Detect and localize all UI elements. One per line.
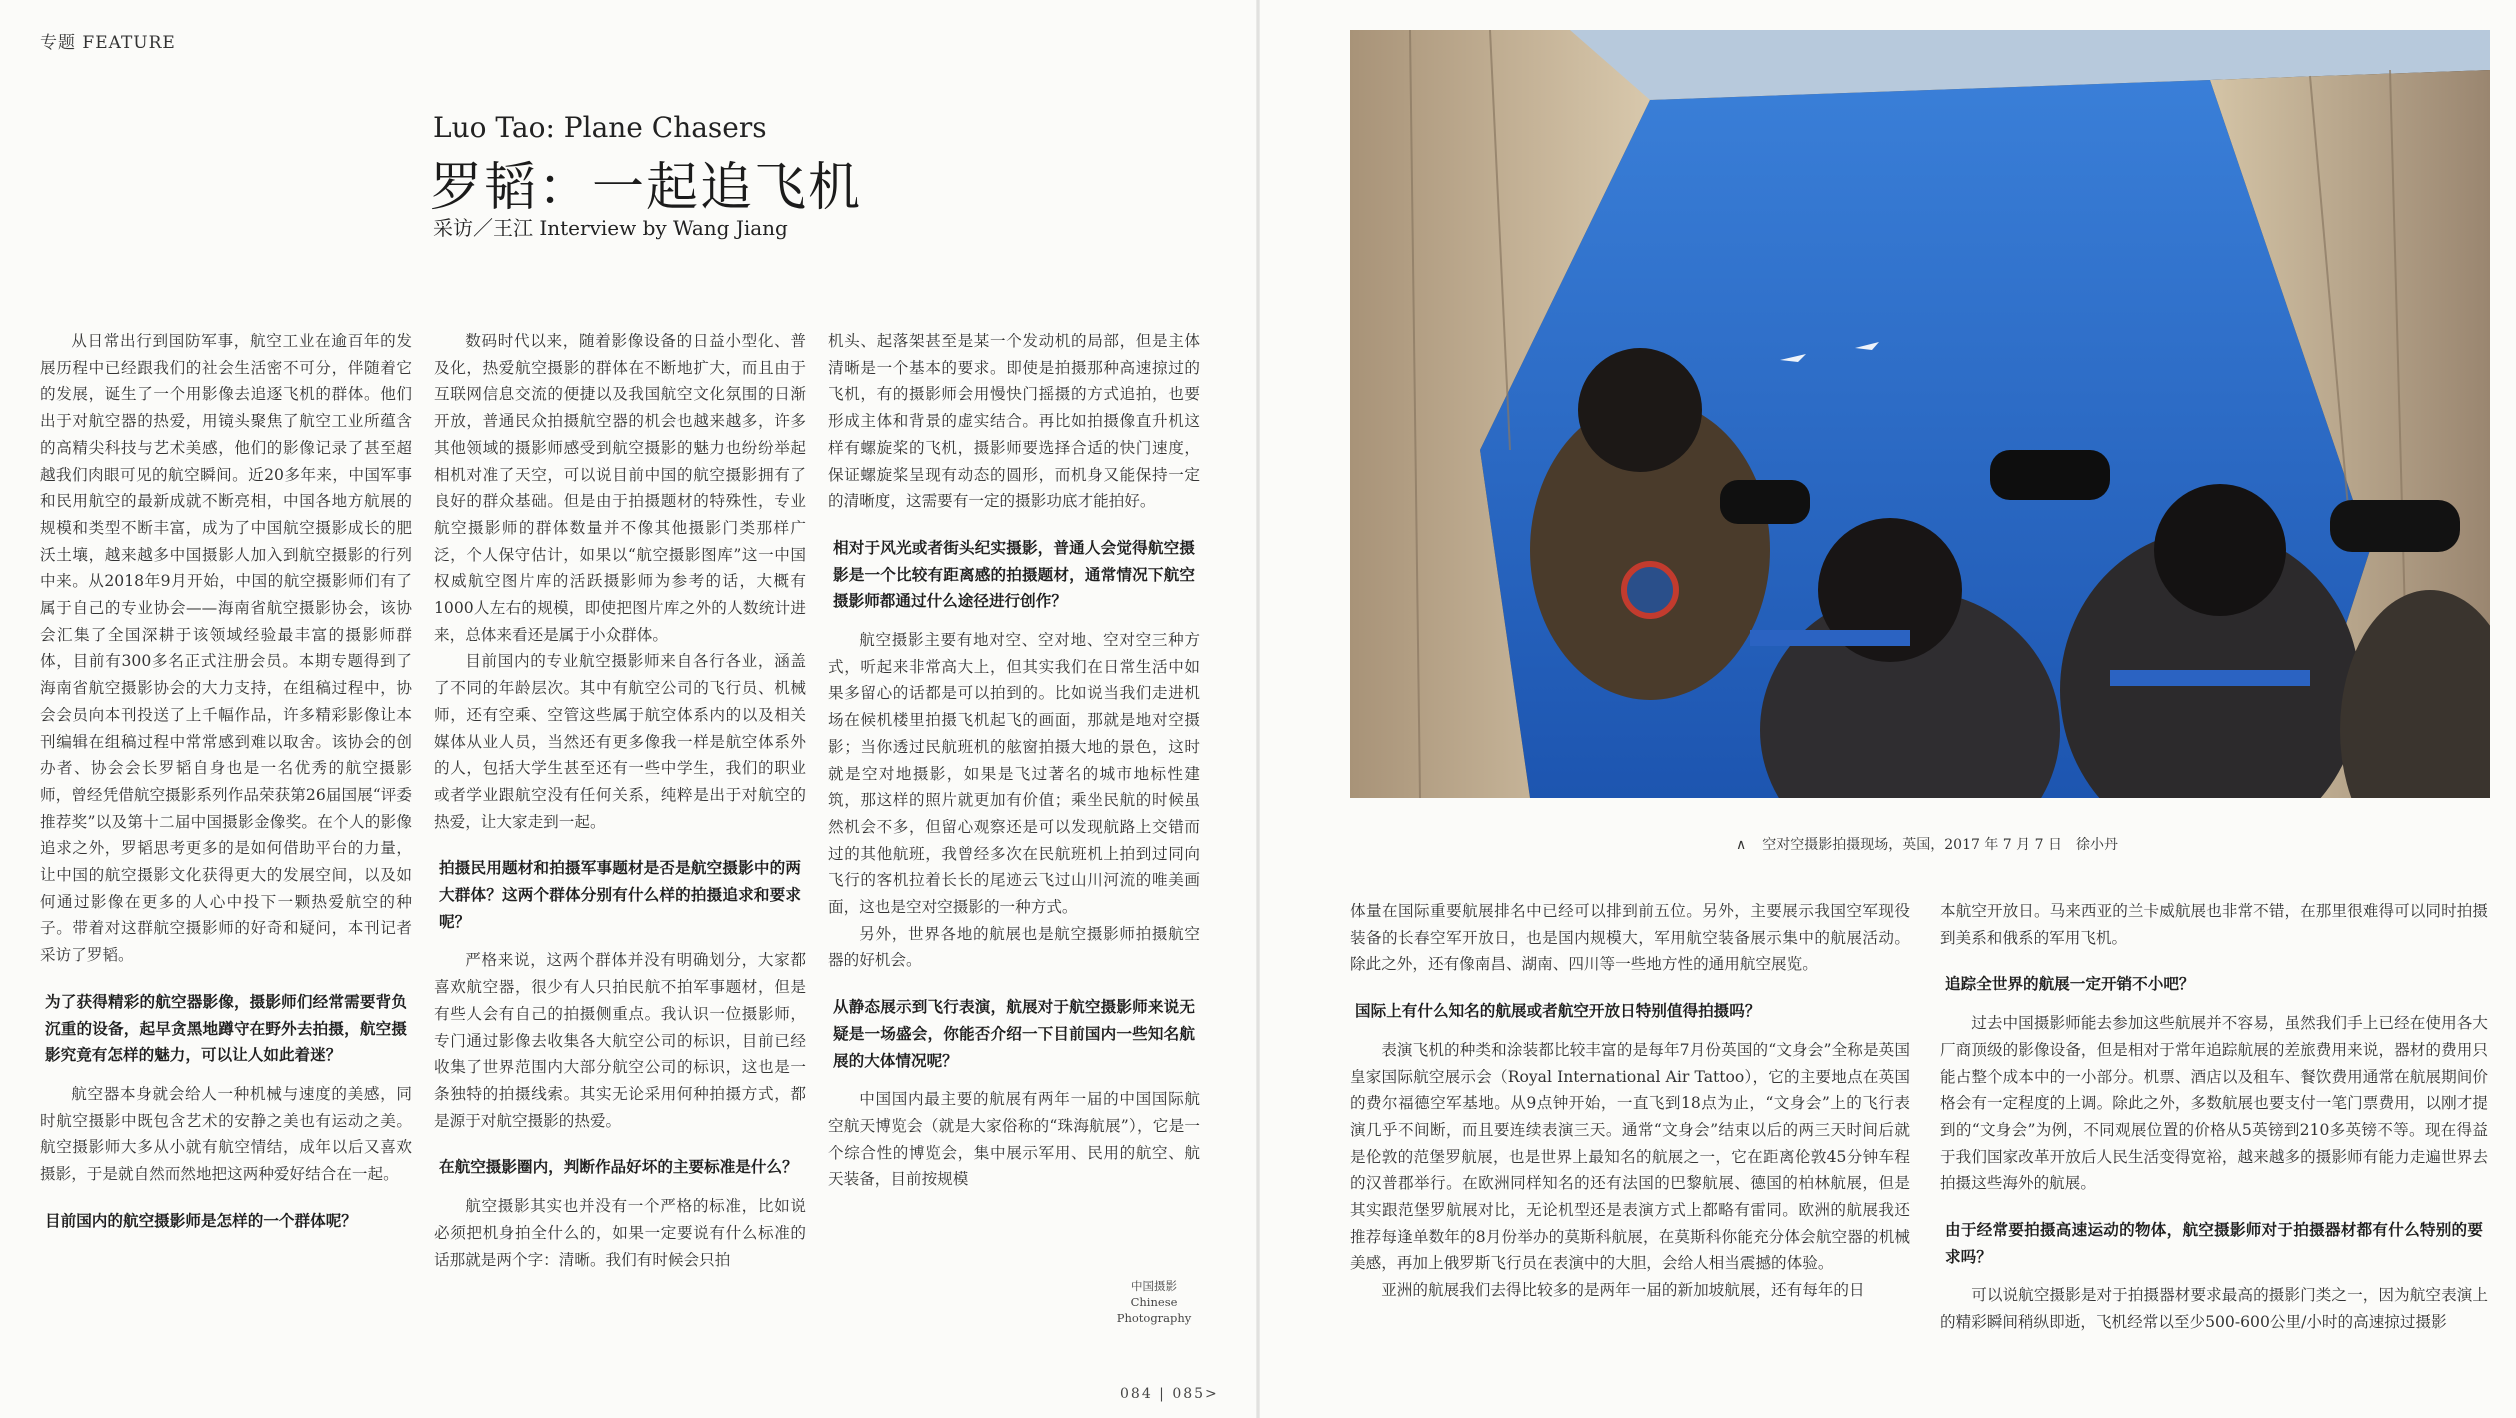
- text-column-5: [1940, 898, 2488, 1336]
- feature-photo: [1350, 30, 2490, 798]
- body-paragraph: 可以说航空摄影是对于拍摄器材要求最高的摄影门类之一，因为航空表演上的精彩瞬间稍纵即逝，飞机经常以至少500-600公里/小时的高速掠过摄影: [1940, 1286, 2488, 1332]
- body-paragraph: 机头、起落架甚至是某一个发动机的局部，但是主体清晰是一个基本的要求。即使是拍摄那种高速掠过的飞机，有的摄影师会用慢快门摇摄的方式追拍，也要形成主体和背景的虚实结合。再比如拍摄像直升机这样有螺旋桨的飞机，摄影师要选择合适的快门速度，保证螺旋桨呈现有动态的圆形，而机身又能保持一定的清晰度，这需要有一定的摄影功底才能拍好。: [828, 332, 1200, 511]
- interview-question: 国际上有什么知名的航展或者航空开放日特别值得拍摄吗？: [1355, 1001, 1761, 1021]
- body-paragraph: 表演飞机的种类和涂装都比较丰富的是每年7月份英国的“文身会”全称是英国皇家国际航空展示会（Royal International Air Tattoo），它的主要地点在英国的费尔福德空军基地。从9点钟开始，一直飞到18点为止，“文身会”上的飞行表演几乎不间断，而且要连续表演三天。通常“文身会”结束以后的两三天时间后就是伦敦的范堡罗航展，也是世界上最知名的航展之一，它在距离伦敦45分钟车程的汉普郡举行。在欧洲同样知名的还有法国的巴黎航展、德国的柏林航展，但是其实跟范堡罗航展对比，无论机型还是表演方式上都略有雷同。欧洲的航展我还推荐每逢单数年的8月份举办的莫斯科航展，在莫斯科你能充分体会航空器的机械美感，再加上俄罗斯飞行员在表演中的大胆，会给人相当震撼的体验。: [1350, 1040, 1910, 1273]
- body-paragraph: 另外，世界各地的航展也是航空摄影师拍摄航空器的好机会。: [828, 924, 1200, 970]
- caption-text: 空对空摄影拍摄现场，英国，2017 年 7 月 7 日 徐小丹: [1762, 837, 2118, 853]
- side-mark-en-1: Chinese: [1130, 1295, 1178, 1309]
- page-numbers: 084 | 085>: [1120, 1386, 1219, 1402]
- body-paragraph: 严格来说，这两个群体并没有明确划分，大家都喜欢航空器，很少有人只拍民航不拍军事题材，但是有些人会有自己的拍摄侧重点。我认识一位摄影师，专门通过影像去收集各大航空公司的标识，目前已经收集了世界范围内大部分航空公司的标识，这也是一条独特的拍摄线索。其实无论采用何种拍摄方式，都是源于对航空摄影的热爱。: [434, 951, 806, 1130]
- interview-question: 目前国内的航空摄影师是怎样的一个群体呢？: [45, 1210, 357, 1230]
- body-paragraph: 目前国内的专业航空摄影师来自各行各业，涵盖了不同的年龄层次。其中有航空公司的飞行员、机械师，还有空乘、空管这些属于航空体系内的以及相关媒体从业人员，当然还有更多像我一样是航空体系外的人，包括大学生甚至还有一些中学生，我们的职业或者学业跟航空没有任何关系，纯粹是出于对航空的热爱，让大家走到一起。: [434, 652, 806, 831]
- body-paragraph: 中国国内最主要的航展有两年一届的中国国际航空航天博览会（就是大家俗称的“珠海航展”），它是一个综合性的博览会，集中展示军用、民用的航空、航天装备，目前按规模: [828, 1090, 1200, 1189]
- body-paragraph: 过去中国摄影师能去参加这些航展并不容易，虽然我们手上已经在使用各大厂商顶级的影像设备，但是相对于常年追踪航展的差旅费用来说，器材的费用只能占整个成本中的一小部分。机票、酒店以及租车、餐饮费用通常在航展期间价格会有一定程度的上调。除此之外，多数航展也要支付一笔门票费用，以刚才提到的“文身会”为例，不同观展位置的价格从5英镑到210多英镑不等。现在得益于我们国家改革开放后人民生活变得宽裕，越来越多的摄影师有能力走遍世界去拍摄这些海外的航展。: [1940, 1014, 2488, 1193]
- interview-question: 追踪全世界的航展一定开销不小吧？: [1945, 974, 2195, 994]
- interview-question: 在航空摄影圈内，判断作品好坏的主要标准是什么？: [439, 1157, 798, 1177]
- body-paragraph: 航空器本身就会给人一种机械与速度的美感，同时航空摄影中既包含艺术的安静之美也有运动之美。航空摄影师大多从小就有航空情结，成年以后又喜欢摄影，于是就自然而然地把这两种爱好结合在一起。: [40, 1084, 412, 1184]
- body-paragraph: 航空摄影其实也并没有一个严格的标准，比如说必须把机身拍全什么的，如果一定要说有什么标准的话那就是两个字：清晰。我们有时候会只拍: [434, 1197, 806, 1269]
- caption-marker: ∧: [1736, 837, 1747, 853]
- article-byline: 采访／王江 Interview by Wang Jiang: [433, 216, 788, 240]
- text-column-1: [40, 328, 412, 1247]
- body-paragraph: 亚洲的航展我们去得比较多的是两年一届的新加坡航展，还有每年的日: [1381, 1281, 1865, 1300]
- photo-caption: [1736, 834, 2118, 854]
- body-paragraph: 数码时代以来，随着影像设备的日益小型化、普及化，热爱航空摄影的群体在不断地扩大，而且由于互联网信息交流的便捷以及我国航空文化氛围的日渐开放，普通民众拍摄航空器的机会也越来越多，许多其他领域的摄影师感受到航空摄影的魅力也纷纷举起相机对准了天空，可以说目前中国的航空摄影拥有了良好的群众基础。但是由于拍摄题材的特殊性，专业航空摄影师的群体数量并不像其他摄影门类那样广泛，个人保守估计，如果以“航空摄影图库”这一中国权威航空图片库的活跃摄影师为参考的话，大概有1000人左右的规模，即使把图片库之外的人数统计进来，总体来看还是属于小众群体。: [434, 332, 806, 644]
- body-paragraph: 本航空开放日。马来西亚的兰卡威航展也非常不错，在那里很难得可以同时拍摄到美系和俄系的军用飞机。: [1940, 902, 2488, 947]
- section-label: 专题 FEATURE: [40, 33, 176, 53]
- air-to-air-photo-illustration: [1350, 30, 2490, 798]
- interview-question: 拍摄民用题材和拍摄军事题材是否是航空摄影中的两大群体？这两个群体分别有什么样的拍摄追求和要求呢？: [439, 858, 801, 931]
- interview-question: 由于经常要拍摄高速运动的物体，航空摄影师对于拍摄器材都有什么特别的要求吗？: [1945, 1220, 2483, 1266]
- interview-question: 为了获得精彩的航空器影像，摄影师们经常需要背负沉重的设备，起早贪黑地蹲守在野外去拍摄，航空摄影究竟有怎样的魅力，可以让人如此着迷？: [45, 991, 407, 1065]
- body-paragraph: 航空摄影主要有地对空、空对地、空对空三种方式，听起来非常高大上，但其实我们在日常生活中如果多留心的话都是可以拍到的。比如说当我们走进机场在候机楼里拍摄飞机起飞的画面，那就是地对空摄影；当你透过民航班机的舷窗拍摄大地的景色，这时就是空对地摄影，如果是飞过著名的城市地标性建筑，那这样的照片就更加有价值；乘坐民航的时候虽然机会不多，但留心观察还是可以发现航路上交错而过的其他航班，我曾经多次在民航班机上拍到过同向飞行的客机拉着长长的尾迹云飞过山川河流的唯美画面，这也是空对空摄影的一种方式。: [828, 631, 1200, 917]
- page-gutter: [1256, 0, 1260, 1418]
- interview-question: 从静态展示到飞行表演，航展对于航空摄影师来说无疑是一场盛会，你能否介绍一下目前国内一些知名航展的大体情况呢？: [833, 997, 1195, 1070]
- side-mark-zh: 中国摄影: [1131, 1279, 1177, 1293]
- magazine-side-mark: [1104, 1278, 1204, 1326]
- body-paragraph: 体量在国际重要航展排名中已经可以排到前五位。另外，主要展示我国空军现役装备的长春空军开放日，也是国内规模大，军用航空装备展示集中的航展活动。除此之外，还有像南昌、湖南、四川等一些地方性的通用航空展览。: [1350, 902, 1910, 974]
- text-column-4: [1350, 898, 1910, 1304]
- text-column-2: [434, 328, 806, 1273]
- body-paragraph: 从日常出行到国防军事，航空工业在逾百年的发展历程中已经跟我们的社会生活密不可分，伴随着它的发展，诞生了一个用影像去追逐飞机的群体。他们出于对航空器的热爱，用镜头聚焦了航空工业所蕴含的高精尖科技与艺术美感，他们的影像记录了甚至超越我们肉眼可见的航空瞬间。近20多年来，中国军事和民用航空的最新成就不断亮相，中国各地方航展的规模和类型不断丰富，成为了中国航空摄影成长的肥沃土壤，越来越多中国摄影人加入到航空摄影的行列中来。从2018年9月开始，中国的航空摄影师们有了属于自己的专业协会——海南省航空摄影协会，该协会汇集了全国深耕于该领域经验最丰富的摄影师群体，目前有300多名正式注册会员。本期专题得到了海南省航空摄影协会的大力支持，在组稿过程中，协会会员向本刊投送了上千幅作品，许多精彩影像让本刊编辑在组稿过程中常常感到难以取舍。该协会的创办者、协会会长罗韬自身也是一名优秀的航空摄影师，曾经凭借航空摄影系列作品荣获第26届国展“评委推荐奖”以及第十二届中国摄影金像奖。在个人的影像追求之外，罗韬思考更多的是如何借助平台的力量，让中国的航空摄影文化获得更大的发展空间，以及如何通过影像在更多的人心中投下一颗热爱航空的种子。带着对这群航空摄影师的好奇和疑问，本刊记者采访了罗韬。: [40, 332, 412, 965]
- interview-question: 相对于风光或者街头纪实摄影，普通人会觉得航空摄影是一个比较有距离感的拍摄题材，通常情况下航空摄影师都通过什么途径进行创作？: [833, 537, 1195, 611]
- side-mark-en-2: Photography: [1116, 1311, 1192, 1325]
- text-column-3: [828, 328, 1200, 1193]
- article-title-chinese: 罗韬：一起追飞机: [430, 158, 863, 218]
- article-title-english: Luo Tao: Plane Chasers: [433, 111, 767, 144]
